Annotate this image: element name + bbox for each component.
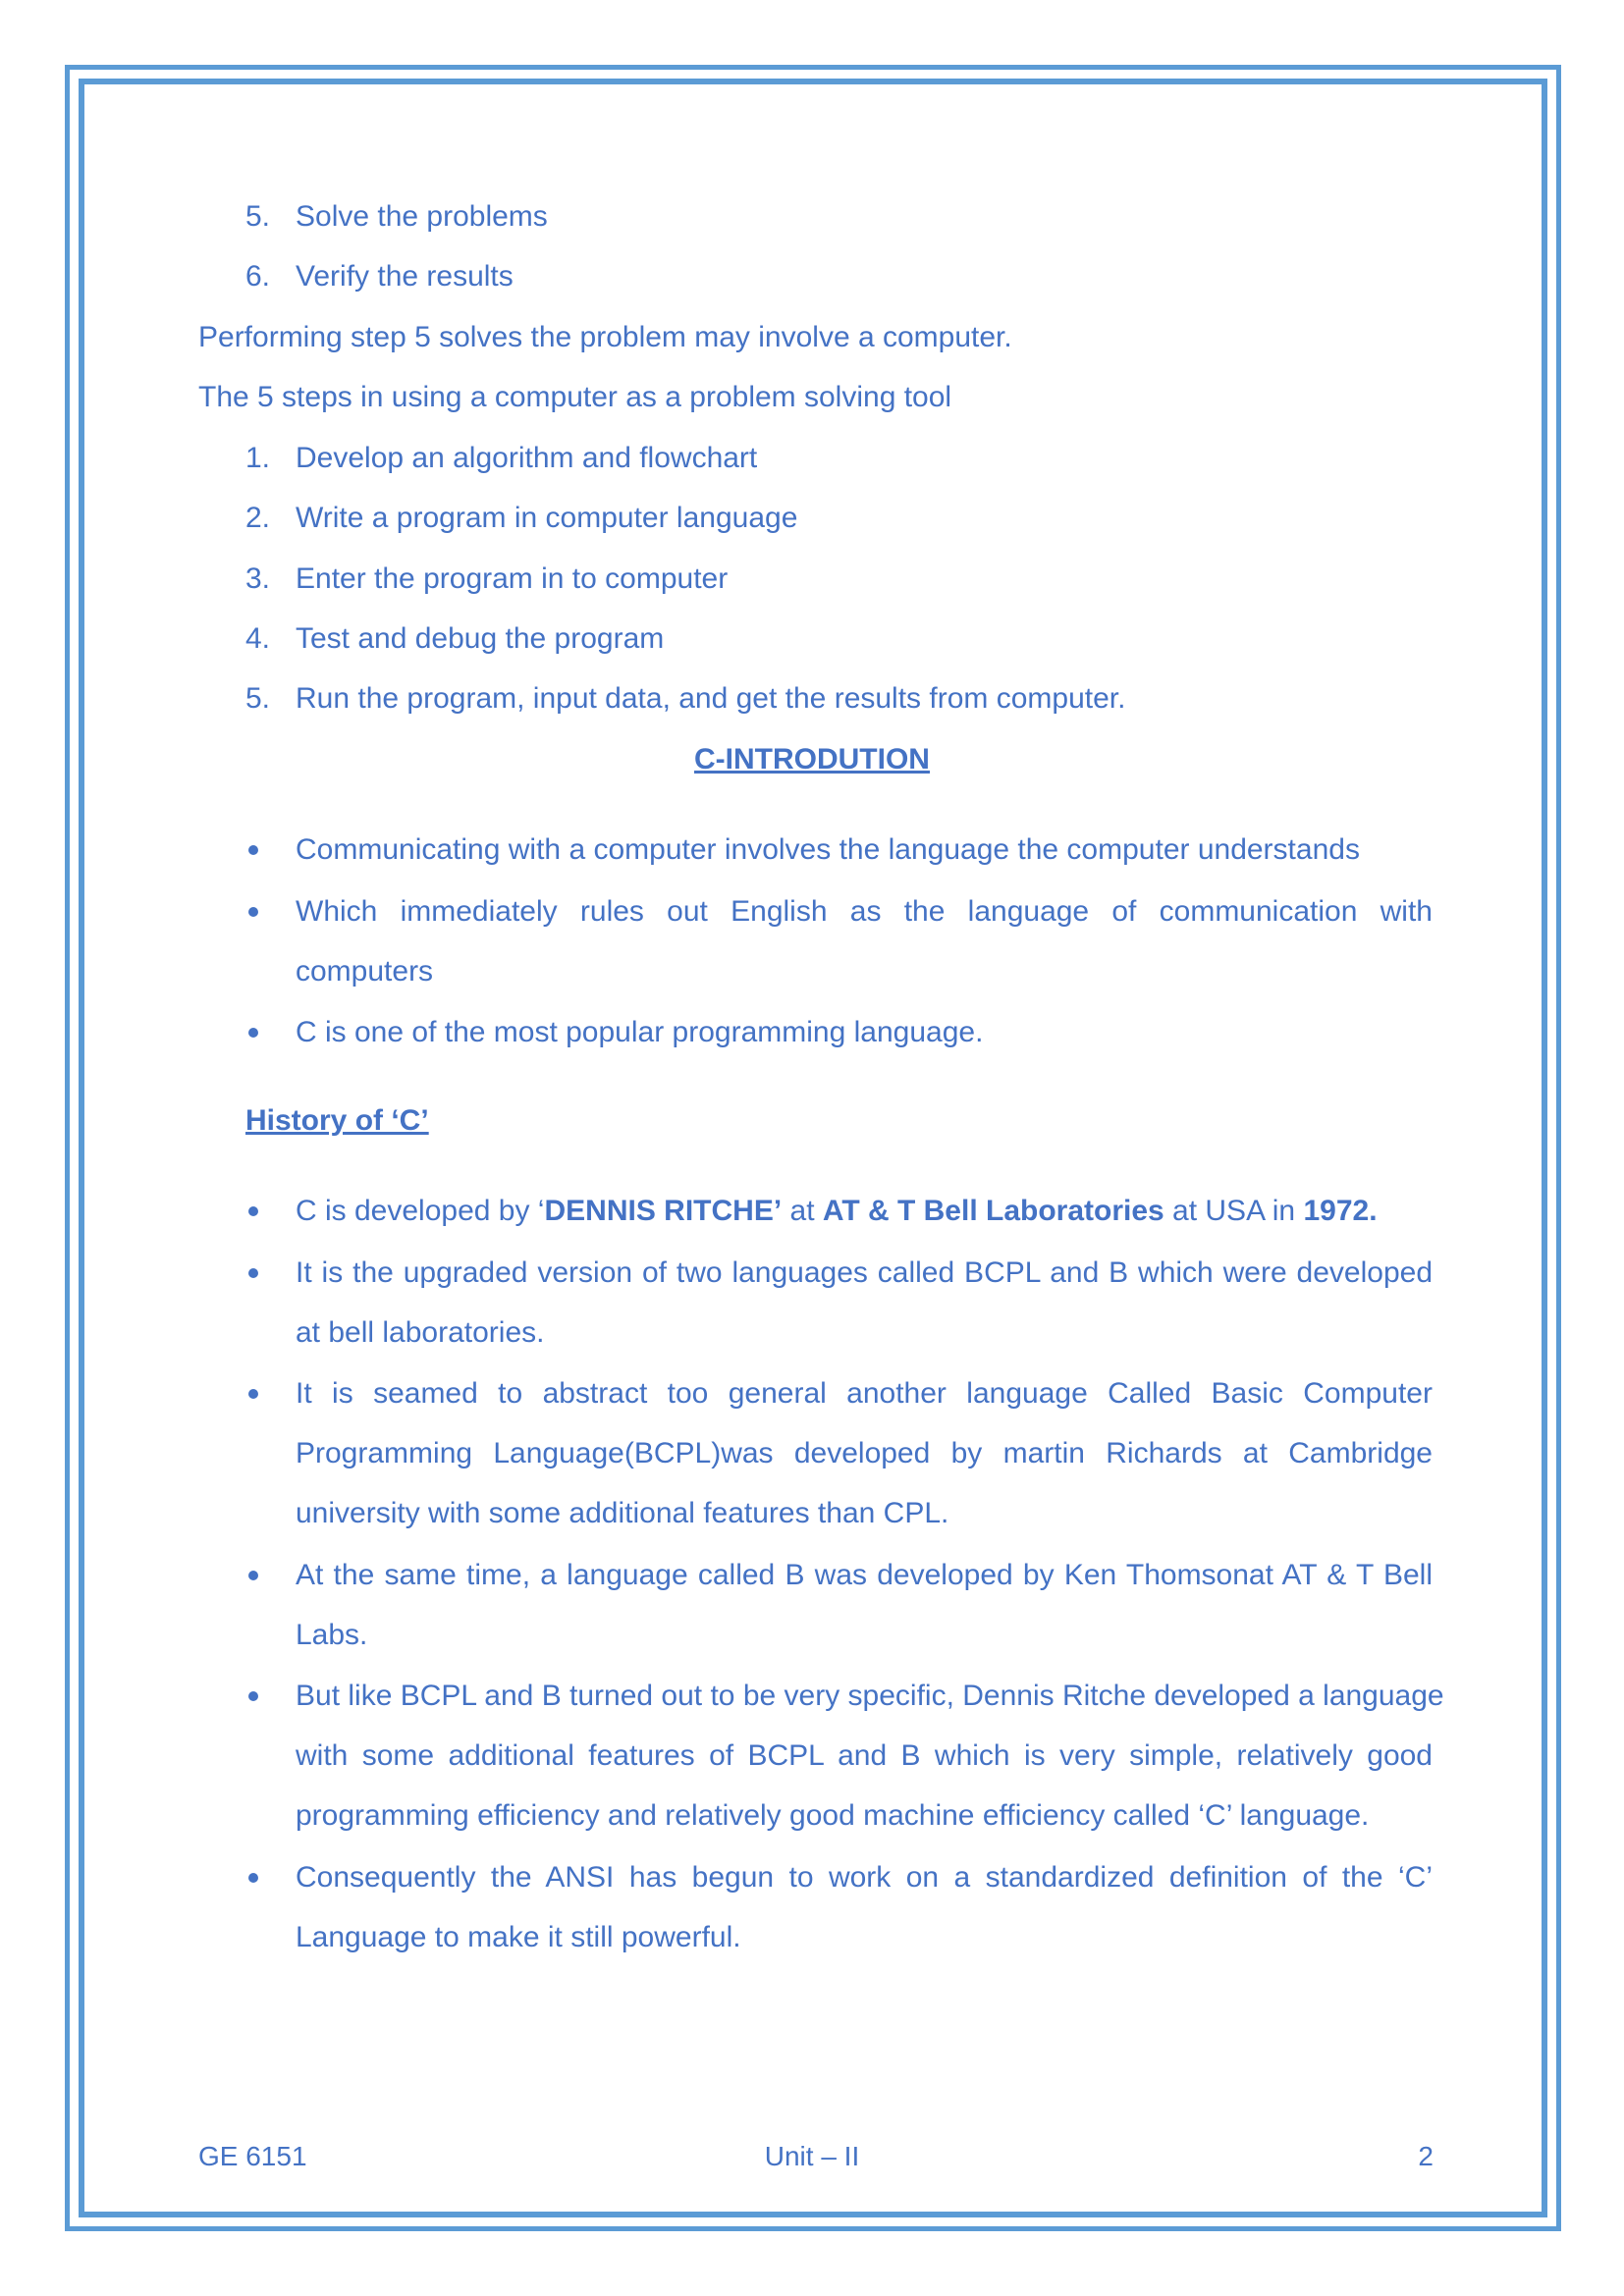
bullet-text: Language to make it still powerful. [296, 1921, 741, 1953]
inventor-name: DENNIS RITCHE’ [544, 1195, 783, 1227]
text-run: C is developed by ‘ [296, 1195, 545, 1227]
list-number: 6. [245, 260, 271, 293]
list-number: 2. [245, 502, 271, 534]
bullet-icon [248, 1691, 258, 1701]
bullet-icon [248, 1571, 258, 1580]
footer-page-number: 2 [1418, 2141, 1434, 2171]
list-number: 5. [245, 200, 271, 233]
bullet-icon [248, 907, 258, 917]
list-number: 3. [245, 562, 271, 595]
list-number: 4. [245, 622, 271, 655]
text-run: at [782, 1195, 823, 1227]
list-item: Run the program, input data, and get the results from computer. [296, 682, 1126, 715]
bullet-text: Which immediately rules out English as the language of communication with [296, 895, 1433, 928]
bullet-icon [248, 1389, 258, 1399]
section-heading: History of ‘C’ [245, 1104, 429, 1137]
footer-unit: Unit – II [764, 2141, 860, 2171]
bullet-text: But like BCPL and B turned out to be very specific, Dennis Ritche developed a language [296, 1680, 1444, 1712]
list-item: Verify the results [296, 260, 514, 293]
text-run: at USA in [1164, 1195, 1304, 1227]
bullet-text: computers [296, 955, 434, 988]
list-item: Solve the problems [296, 200, 548, 233]
bullet-text: It is seamed to abstract too general another language Called Basic Computer [296, 1377, 1433, 1410]
bullet-icon [248, 845, 258, 855]
bullet-text: At the same time, a language called B was developed by Ken Thomsonat AT & T Bell [296, 1559, 1433, 1591]
bullet-icon [248, 1206, 258, 1216]
paragraph: Performing step 5 solves the problem may involve a computer. [198, 321, 1012, 353]
lab-name: AT & T Bell Laboratories [822, 1195, 1164, 1227]
bullet-text: university with some additional features than CPL. [296, 1497, 949, 1529]
bullet-text: at bell laboratories. [296, 1316, 545, 1349]
bullet-text: Labs. [296, 1619, 368, 1651]
bullet-text: Programming Language(BCPL)was developed by martin Richards at Cambridge [296, 1437, 1433, 1469]
bullet-icon [248, 1028, 258, 1038]
list-number: 1. [245, 442, 271, 474]
list-item: Write a program in computer language [296, 502, 798, 534]
bullet-text: programming efficiency and relatively good machine efficiency called ‘C’ language. [296, 1799, 1370, 1832]
year: 1972. [1303, 1195, 1378, 1227]
bullet-text: Consequently the ANSI has begun to work on a standardized definition of the ‘C’ [296, 1861, 1433, 1894]
bullet-icon [248, 1268, 258, 1278]
bullet-icon [248, 1873, 258, 1883]
bullet-text: It is the upgraded version of two languages called BCPL and B which were developed [296, 1256, 1433, 1289]
list-item: Test and debug the program [296, 622, 665, 655]
bullet-text: C is one of the most popular programming language. [296, 1016, 984, 1048]
list-number: 5. [245, 682, 271, 715]
bullet-text [296, 1192, 1378, 1231]
footer-course-code: GE 6151 [198, 2141, 307, 2171]
paragraph: The 5 steps in using a computer as a problem solving tool [198, 381, 952, 413]
bullet-text: with some additional features of BCPL and B which is very simple, relatively good [296, 1739, 1433, 1772]
bullet-text: Communicating with a computer involves the language the computer understands [296, 833, 1360, 866]
list-item: Enter the program in to computer [296, 562, 729, 595]
section-heading: C-INTRODUTION [694, 743, 930, 775]
list-item: Develop an algorithm and flowchart [296, 442, 758, 474]
